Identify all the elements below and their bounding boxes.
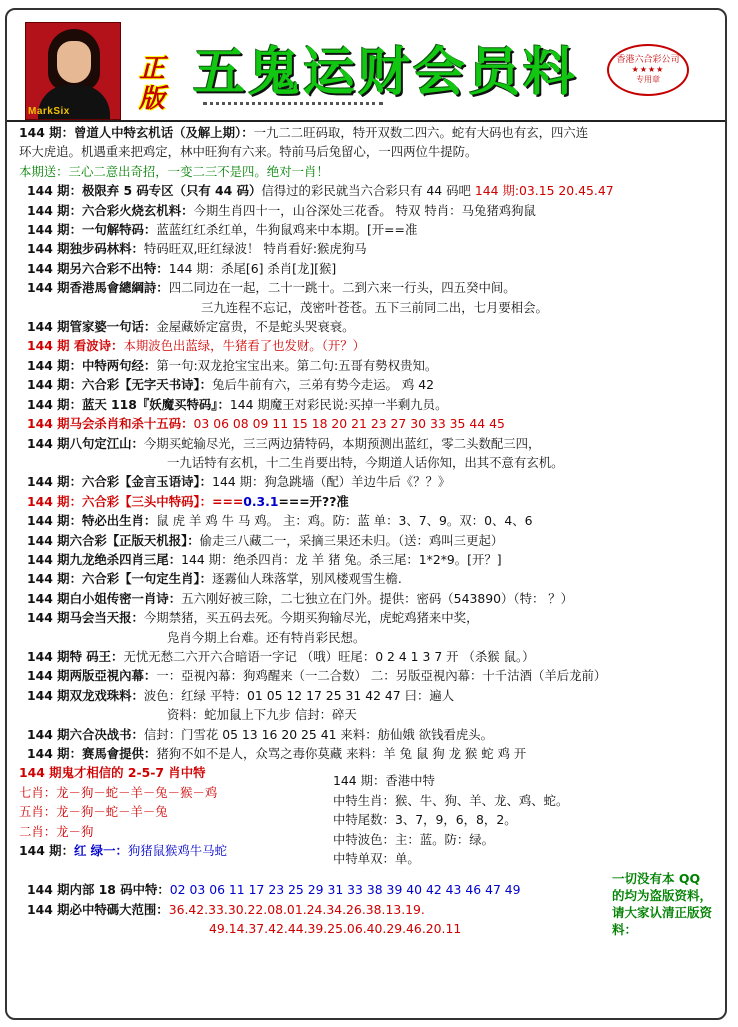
- line-28: [19, 647, 713, 666]
- guicai-block: [19, 763, 329, 860]
- line-21-label: 144 期：特必出生肖：: [27, 513, 157, 529]
- two-column-block: [7, 763, 725, 880]
- line-14-label: 144 期：六合彩【无字天书诗】：: [27, 377, 213, 393]
- guicai-two: 二肖：龙－狗: [19, 823, 94, 839]
- line-25-text: 五六刚好被三除，二七独立在门外。提供：密码（543890）（特： ？）: [181, 590, 574, 606]
- line-23-text: 144 期：绝杀四肖：龙 羊 猪 兔。杀三尾：1*2*9。[开？]: [181, 551, 502, 567]
- line-1: [19, 123, 713, 142]
- line-10: 三九连程不忘记，茂密叶苍苍。五下三前同二出，七月要相会。: [201, 299, 548, 315]
- line-4-text: 信得过的彩民就当六合彩只有 44 码吧: [261, 183, 471, 199]
- line-4-numbers: 144 期:03.15 20.45.47: [474, 183, 614, 199]
- range-line: [19, 900, 713, 919]
- seal-stars: ★★★★: [631, 65, 665, 74]
- range-numbers-1: 36.42.33.30.22.08.01.24.34.26.38.13.19.: [168, 901, 425, 917]
- line-20-code: 0.3.1: [243, 493, 279, 509]
- line-5-label: 144 期：六合彩火烧玄机料：: [27, 202, 194, 218]
- page-title: 五鬼运财会员料: [193, 43, 579, 103]
- line-1-text: 一九二二旺码取，特开双数二四六。蛇有大码也有玄，四六连: [253, 125, 589, 140]
- line-24-text: 逐霧仙人珠落掌，别风楼观雪生檐.: [212, 571, 402, 587]
- document-sheet: [5, 8, 727, 1020]
- line-11-text: 金屋藏娇定富贵，不是蛇头哭衰衰。: [156, 319, 355, 335]
- guicai-title: 144 期鬼才相信的 2-5-7 肖中特: [19, 765, 206, 781]
- internal-18-numbers: 02 03 06 11 17 23 25 29 31 33 38 39 40 42 43 46 47 49: [169, 882, 521, 898]
- line-26-label: 144 期马会当天报：: [27, 610, 144, 626]
- line-13: [19, 356, 713, 375]
- piracy-notice: 一切没有本 QQ 的均为盗版资料，请大家认清正版资料：: [612, 871, 713, 937]
- line-9-label: 144 期香港馬會總綱詩：: [27, 280, 169, 296]
- line-18: 一九话特有玄机，十二生肖要出特，今期道人话你知，出其不意有玄机。: [167, 454, 564, 470]
- line-20-eq-left: ===: [212, 493, 244, 509]
- hk-tails: 中特尾数：3、7，9，6，8，2。: [333, 812, 517, 828]
- line-14: [19, 375, 713, 394]
- line-23-label: 144 期九龙绝杀四肖三尾：: [27, 551, 182, 567]
- hk-zodiacs: 中特生肖：猴、牛、狗、羊、龙、鸡、蛇。: [333, 792, 569, 808]
- line-12-text: 本期波色出蓝绿，牛猪看了也发财。（开？）: [123, 338, 366, 354]
- portrait-face: [57, 41, 91, 83]
- line-6-text: 蓝蓝红红杀红单，牛狗鼠鸡来中本期。[开==准: [156, 222, 418, 238]
- line-12-label: 144 期 看波诗：: [27, 338, 124, 354]
- line-5: [19, 201, 713, 220]
- line-15-label: 144 期：蓝天 118『妖魔买特码』：: [27, 396, 230, 412]
- line-32: [19, 725, 713, 744]
- line-33-text: 猪狗不如不是人，众骂之毒你莫藏 来料：羊 兔 鼠 狗 龙 猴 蛇 鸡 开: [156, 746, 527, 761]
- line-33: [19, 744, 713, 763]
- line-8: [19, 259, 713, 278]
- hk-title: 144 期：香港中特: [333, 773, 435, 789]
- line-5-text: 今期生肖四十一，山谷深处三花香。 特双 特肖：马兔猪鸡狗鼠: [193, 202, 536, 218]
- line-28-text: 无忧无愁二六开六合暗语一字记 （哦）旺尾：0 2 4 1 3 7 开 （杀猴 鼠。）: [123, 648, 535, 664]
- line-25: [19, 589, 713, 608]
- official-seal: [607, 44, 689, 96]
- line-24: [19, 569, 713, 588]
- internal-18-label: 144 期内部 18 码中特：: [27, 882, 170, 898]
- line-23: [19, 550, 713, 569]
- line-12: [19, 336, 713, 355]
- range-numbers-2: 49.14.37.42.44.39.25.06.40.29.46.20.11: [209, 921, 462, 937]
- line-17-label: 144 期八句定江山：: [27, 435, 144, 451]
- line-9-text: 四二同边在一起，二十一跳十。二到六来一行头，四五癸中间。: [168, 280, 516, 296]
- header: [7, 10, 725, 122]
- line-26-text: 今期禁猪，买五码去死。今期买狗输尽光，虎蛇鸡猪来中奖，: [143, 610, 479, 626]
- line-16-label: 144 期马会杀肖和杀十五码：: [27, 416, 194, 432]
- line-19-text: 144 期：狗急跳墙（配）羊边牛后《？？》: [212, 474, 451, 490]
- line-6: [19, 220, 713, 239]
- line-29-label: 144 期两版亞視內幕：: [27, 668, 157, 684]
- line-33-label: 144 期：赛馬會提供：: [27, 746, 157, 761]
- line-28-label: 144 期特 码王：: [27, 648, 124, 664]
- line-7-label: 144 期独步码林料：: [27, 241, 144, 257]
- line-22-label: 144 期六合彩【正版天机报】：: [27, 532, 200, 548]
- line-31: 资料：蛇加鼠上下九步 信封：碎天: [167, 707, 357, 723]
- line-20-label: 144 期：六合彩【三头中特码】：: [27, 493, 213, 509]
- line-14-text: 兔后牛前有六，三弟有势今走运。 鸡 42: [212, 377, 434, 393]
- line-3: 本期送：三心二意出奇招，一变二三不是四。绝对一肖！: [19, 163, 329, 179]
- hongl-line: [19, 841, 329, 860]
- line-8-label: 144 期另六合彩不出特：: [27, 260, 169, 276]
- line-17: [19, 434, 713, 453]
- hk-wave-color: 中特波色：主：蓝。防：绿。: [333, 831, 495, 847]
- line-21: [19, 511, 713, 530]
- line-4: [19, 181, 713, 200]
- line-6-label: 144 期：一句解特码：: [27, 222, 157, 238]
- line-17-text: 今期买蛇输尽光，三三两边猜特码，本期预测出蓝红，零二头数配三四，: [143, 435, 541, 451]
- guicai-five: 五肖：龙－狗－蛇－羊－兔: [19, 804, 168, 820]
- line-30-label: 144 期双龙戏珠料：: [27, 687, 144, 703]
- line-11-label: 144 期管家婆一句话：: [27, 319, 157, 335]
- line-20-eq-right: ===开??准: [278, 493, 349, 509]
- zheng-ban-label: 正版: [139, 54, 166, 114]
- internal-18-line: [19, 880, 713, 899]
- range-label: 144 期必中特碼大范围：: [27, 901, 169, 917]
- line-13-label: 144 期：中特两句经：: [27, 357, 157, 373]
- line-9: [19, 278, 713, 297]
- line-29: [19, 666, 713, 685]
- line-22-text: 偷走三八藏二一，采摘三果还未归。（送：鸡叫三更起）: [199, 532, 504, 548]
- line-16-numbers: 03 06 08 09 11 15 18 20 21 23 27 30 33 35 44 45: [193, 416, 505, 432]
- line-32-label: 144 期六合决战书：: [27, 726, 144, 742]
- title-underline: [203, 102, 383, 106]
- line-32-text: 信封：门雪花 05 13 16 20 25 41 来料：舫仙娥 欲钱看虎头。: [143, 726, 494, 742]
- guicai-seven: 七肖：龙－狗－蛇－羊－兔－猴－鸡: [19, 784, 218, 800]
- hongl-label: 144 期：: [19, 843, 74, 859]
- hongl-zodiacs: 狗猪鼠猴鸡牛马蛇: [127, 843, 227, 859]
- line-19: [19, 472, 713, 491]
- line-27: 凫肖今期上台难。还有特肖彩民想。: [167, 629, 366, 645]
- line-24-label: 144 期：六合彩【一句定生肖】：: [27, 571, 213, 587]
- portrait-photo: [25, 22, 121, 120]
- content-top: [7, 122, 725, 763]
- line-11: [19, 317, 713, 336]
- line-15: [19, 395, 713, 414]
- line-2: 环大虎追。机遇重来把鸡定，林中旺狗有六来。特前马后兔留心，一四两位牛提防。: [19, 144, 478, 160]
- hk-zhongte-block: [333, 763, 623, 868]
- line-22: [19, 531, 713, 550]
- line-30: [19, 686, 713, 705]
- line-8-text: 144 期：杀尾[6] 杀肖[龙][猴]: [168, 260, 337, 276]
- line-26: [19, 608, 713, 627]
- line-13-text: 第一句:双龙抢宝宝出来。第二句:五哥有勢权贵知。: [156, 357, 438, 373]
- line-7-text: 特码旺双,旺红绿波！ 特肖看好:猴虎狗马: [143, 241, 367, 257]
- line-7: [19, 239, 713, 258]
- seal-line3: 专用章: [636, 75, 660, 84]
- photo-brand: MarkSix: [28, 106, 70, 117]
- line-29-text: 一：亞視內幕：狗鸡醒来（一二合数） 二：另版亞視內幕：十千沽酒（羊后龙前）: [156, 668, 607, 684]
- line-16: [19, 414, 713, 433]
- line-4-label: 144 期：极限弃 5 码专区（只有 44 码）: [27, 183, 262, 199]
- hongl-colors: 红 绿一：: [73, 843, 128, 859]
- line-20: [19, 492, 713, 511]
- line-19-label: 144 期：六合彩【金言玉语诗】：: [27, 474, 213, 490]
- line-25-label: 144 期白小姐传密一肖诗：: [27, 590, 182, 606]
- line-1-label: 144 期：曾道人中特玄机话（及解上期）：: [19, 125, 254, 140]
- line-21-text: 鼠 虎 羊 鸡 牛 马 鸡。 主：鸡。防：蓝 单：3、7、9。双：0、4、6: [156, 513, 533, 529]
- line-15-text: 144 期魔王对彩民说:买掉一半剩九员。: [229, 396, 448, 412]
- line-30-text: 波色：红绿 平特：01 05 12 17 25 31 42 47 曰：遍人: [143, 687, 455, 703]
- hk-odd-even: 中特单双：单。: [333, 851, 420, 867]
- seal-line1: 香港六合彩公司: [616, 55, 680, 65]
